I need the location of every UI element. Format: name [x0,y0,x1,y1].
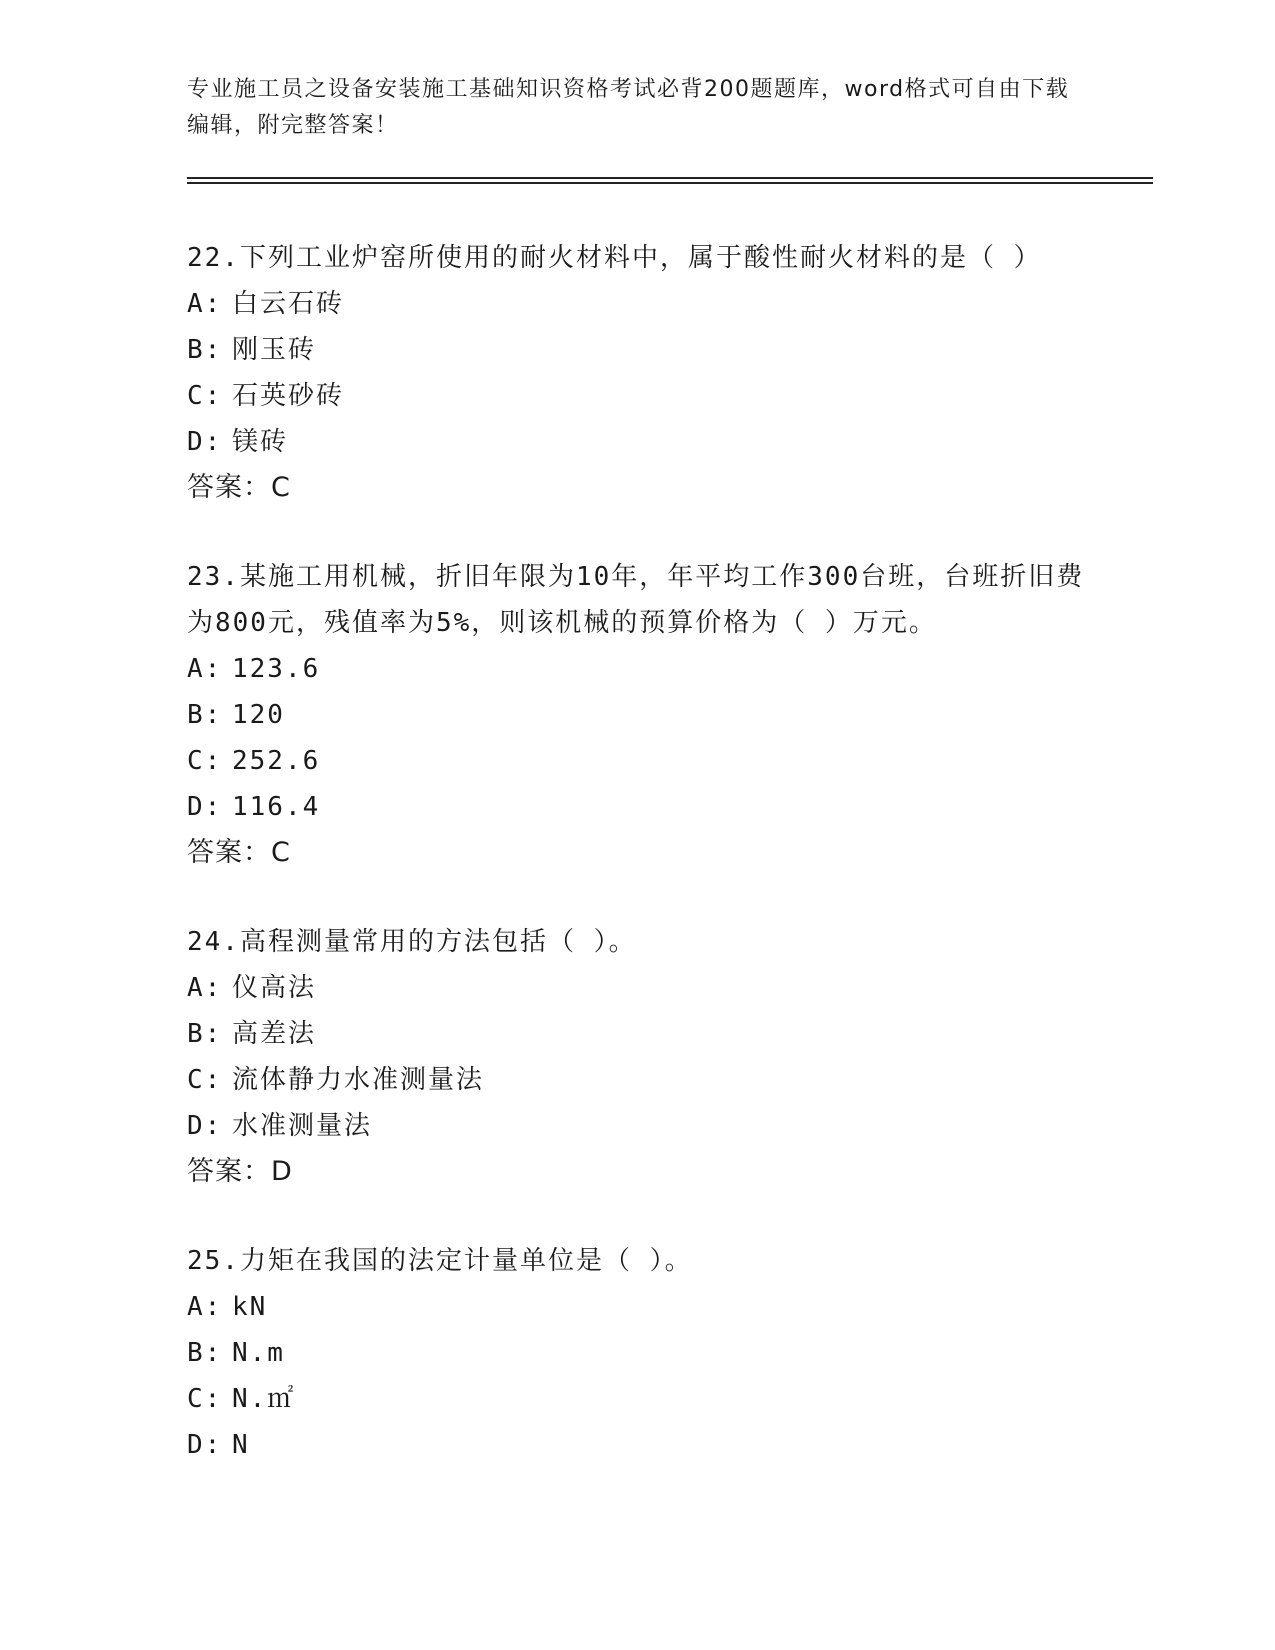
option-text: 高差法 [232,1019,317,1049]
option-c [187,1057,1087,1103]
header-rule-top [187,177,1153,179]
option-letter: B: [187,1019,223,1049]
option-letter: C: [187,1384,223,1414]
option-letter: C: [187,381,223,411]
option-a [187,281,1087,327]
option-letter: B: [187,700,223,730]
option-text: 仪高法 [232,973,317,1003]
option-a [187,646,1087,692]
option-letter: B: [187,1338,223,1368]
option-text: N.㎡ [232,1384,296,1414]
option-text: 白云石砖 [232,289,345,319]
option-b [187,692,1087,738]
answer-line: 答案：C [187,837,291,868]
option-text: 镁砖 [232,427,289,457]
option-text: 123.6 [232,654,321,684]
option-text: 刚玉砖 [232,335,317,365]
question [187,919,1087,1195]
question-stem: 22.下列工业炉窑所使用的耐火材料中，属于酸性耐火材料的是（ ） [187,243,1042,273]
option-d [187,784,1087,830]
option-letter: C: [187,1065,223,1095]
question-stem: 23.某施工用机械，折旧年限为10年，年平均工作300台班，台班折旧费为800元，残值率为5%，则该机械的预算价格为（ ）万元。 [187,562,1085,638]
option-letter: D: [187,1111,223,1141]
option-text: N.m [232,1338,285,1368]
option-letter: D: [187,1430,223,1460]
option-letter: A: [187,1292,223,1322]
question-stem: 24.高程测量常用的方法包括（ ）。 [187,927,637,957]
question-stem: 25.力矩在我国的法定计量单位是（ ）。 [187,1246,693,1276]
option-text: 石英砂砖 [232,381,345,411]
answer-line: 答案：D [187,1156,293,1187]
option-d [187,419,1087,465]
header-rule-bottom [187,182,1153,184]
option-letter: A: [187,654,223,684]
question-list [187,235,1087,1511]
option-text: 120 [232,700,285,730]
option-text: 116.4 [232,792,321,822]
option-letter: A: [187,289,223,319]
question [187,1238,1087,1468]
option-b [187,1011,1087,1057]
option-text: 水准测量法 [232,1111,373,1141]
question [187,554,1087,876]
option-a [187,1284,1087,1330]
option-letter: A: [187,973,223,1003]
option-d [187,1103,1087,1149]
option-b [187,1330,1087,1376]
option-b [187,327,1087,373]
option-letter: C: [187,746,223,776]
option-c [187,738,1087,784]
option-letter: B: [187,335,223,365]
option-text: 252.6 [232,746,321,776]
option-c [187,373,1087,419]
option-d [187,1422,1087,1468]
option-c [187,1376,1087,1422]
option-text: 流体静力水准测量法 [232,1065,485,1095]
option-letter: D: [187,792,223,822]
document-header: 专业施工员之设备安装施工基础知识资格考试必背200题题库，word格式可自由下载编辑，附完整答案！ [187,77,1070,138]
option-text: kN [232,1292,268,1322]
option-text: N [232,1430,250,1460]
answer-line: 答案：C [187,472,291,503]
option-letter: D: [187,427,223,457]
option-a [187,965,1087,1011]
question [187,235,1087,511]
